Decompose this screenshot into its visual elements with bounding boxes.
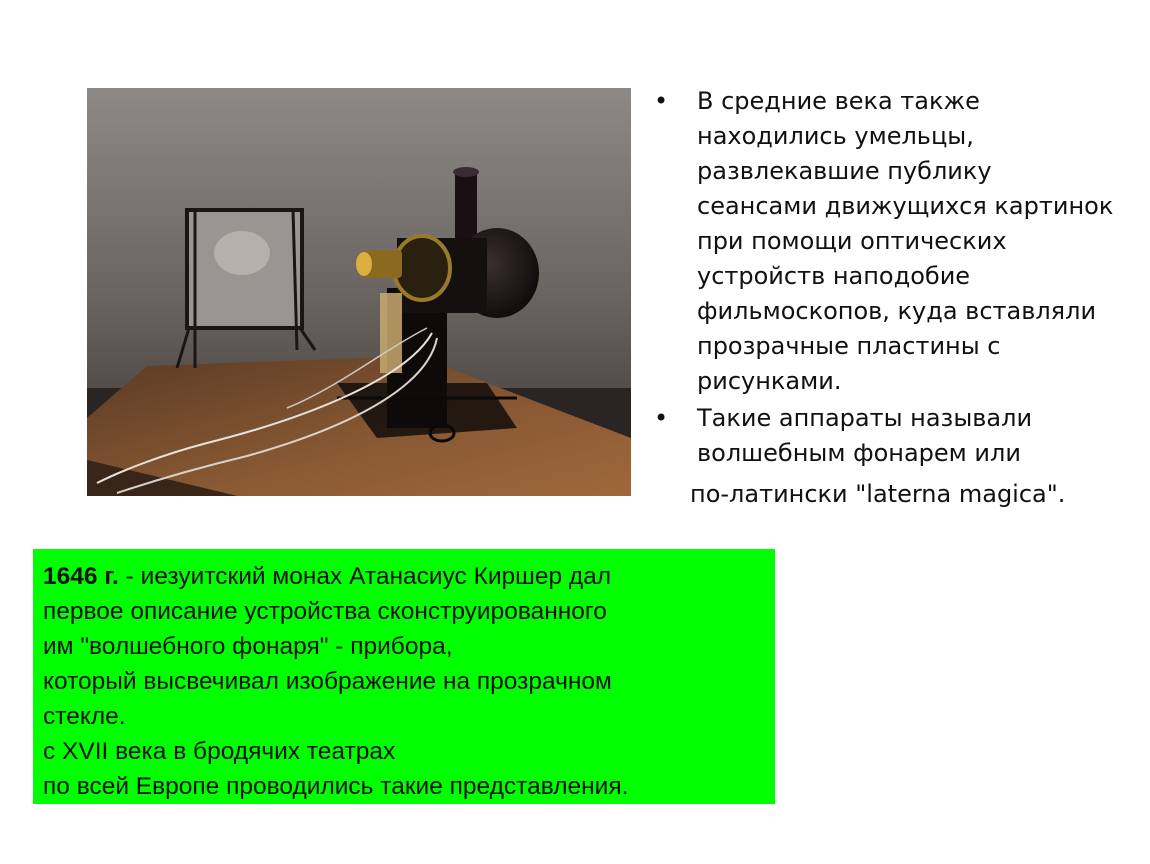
note-year: 1646 г. xyxy=(43,563,119,590)
bullet-list xyxy=(652,84,1142,473)
bullet-item xyxy=(652,401,1142,471)
magic-lantern-photo xyxy=(87,88,631,496)
bullet-text: Такие аппараты называли волшебным фонарем или xyxy=(697,404,1033,467)
note-text: - иезуитский монах Атанасиус Киршер дал первое описание устройства сконструированного им "волшебного фонаря" - прибора, который высвечивал изображение на прозрачном стекле. с XVII века в бродячих театрах по всей Европе проводились такие представления. xyxy=(43,563,629,800)
history-note-box xyxy=(33,549,775,804)
bullet-glyph: • xyxy=(654,87,669,115)
magic-lantern-illustration xyxy=(87,88,631,496)
latin-phrase: по-латински "laterna magica". xyxy=(690,480,1066,508)
bullet-glyph: • xyxy=(654,404,669,432)
bullet-item xyxy=(652,84,1142,399)
bullet-text: В средние века также находились умельцы, развлекавшие публику сеансами движущихся картинок при помощи оптических устройств наподобие фильмоскопов, куда вставляли прозрачные пластины с рисунками. xyxy=(697,87,1114,395)
